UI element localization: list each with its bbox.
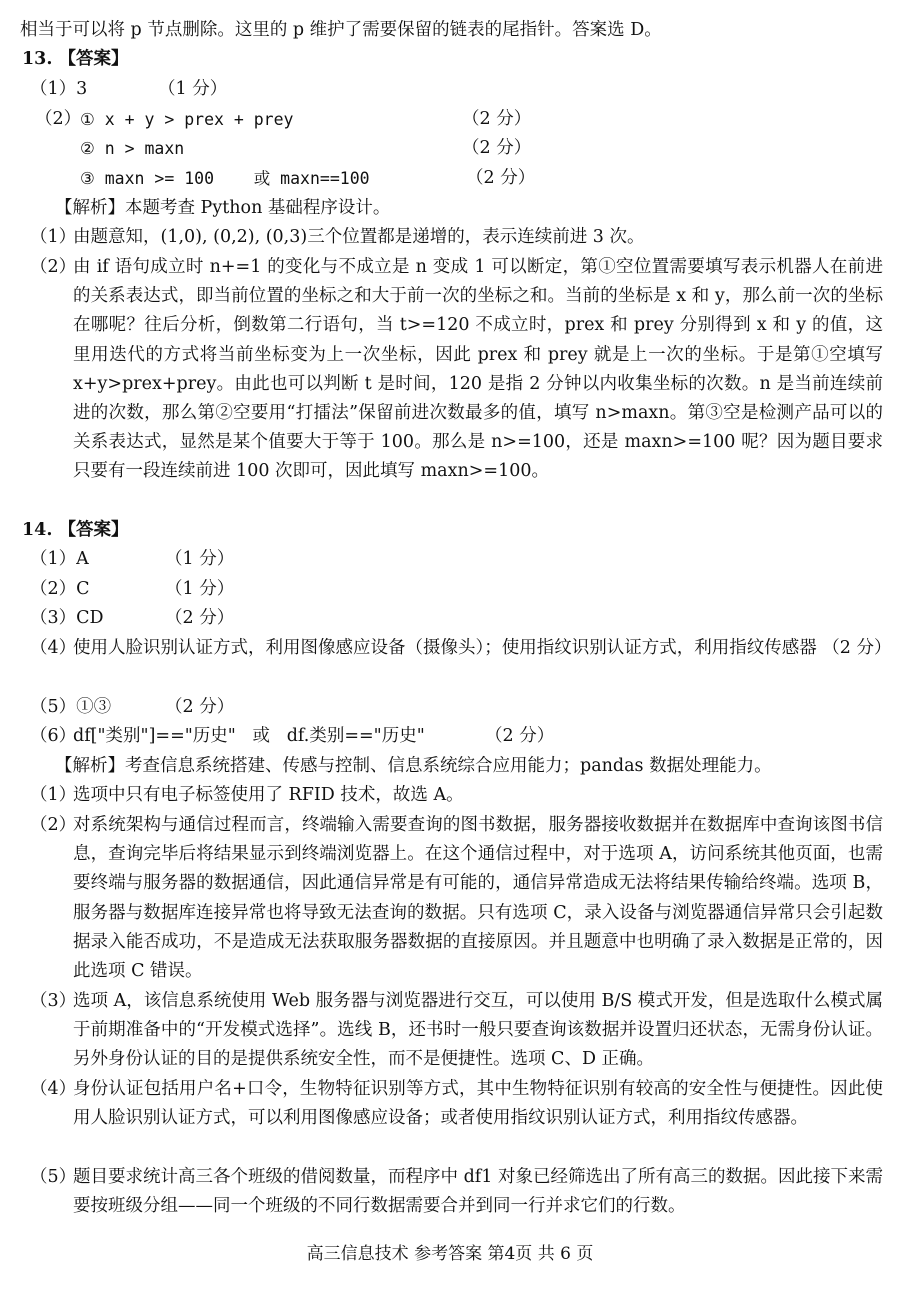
q14-answer-2-score: （1 分） <box>165 579 235 599</box>
q14-analysis-4: 身份认证包括用户名+口令，生物特征识别等方式，其中生物特征识别有较高的安全性与便捷性。因此使用人脸识别认证方式，可以利用图像感应设备；或者使用指纹识别认证方式，利用指纹传感器。 <box>73 1079 883 1129</box>
q14-answer-5-text: （5）①③ <box>30 697 112 717</box>
q14-analysis-5-num: （5） <box>30 1167 77 1187</box>
q13-answer-3-score: （2 分） <box>462 138 532 158</box>
q14-answer-6-item: df["类别"]=="历史" 或 df.类别=="历史" <box>73 726 425 746</box>
q14-answer-6-num: （6） <box>30 726 77 746</box>
q14-analysis-2: 对系统架构与通信过程而言，终端输入需要查询的图书数据，服务器接收数据并在数据库中查询该图书信息，查询完毕后将结果显示到终端浏览器上。在这个通信过程中，对于选项 A，访问系统其他页面，也需要终端与服务器的数据通信，因此通信异常是有可能的，通信异常造成无法将结果传输给终端。选项 B，服务器与数据库连接异常也将导致无法查询的数据。只有选项 C，录入设备与浏览器通信异常只会引起数据录入能否成功，不是造成无法获取服务器数据的直接原因。并且题意中也明确了录入数据是正常的，因此选项 C 错误。 <box>73 815 883 982</box>
q14-answer-2-text: （2）C <box>30 579 90 599</box>
q14-analysis-2-num: （2） <box>30 815 77 835</box>
q14-analysis-1: 选项中只有电子标签使用了 RFID 技术，故选 A。 <box>73 785 464 805</box>
q13-analysis-2: 由 if 语句成立时 n+=1 的变化与不成立是 n 变成 1 可以断定，第①空位置需要填写表示机器人在前进的关系表达式，即当前位置的坐标之和大于前一次的坐标之和。当前的坐标是 x 和 y，那么前一次的坐标在哪呢？往后分析，倒数第二行语句，当 t>=120 不成立时，prex 和 prey 分别得到 x 和 y 的值，这里用迭代的方式将当前坐标变为上一次坐标，因此 prex 和 prey 就是上一次的坐标。于是第①空填写 x+y>prex+prey。由此也可以判断 t 是时间，120 是指 2 分钟以内收集坐标的次数。n 是当前连续前进的次数，那么第②空要用“打擂法”保留前进次数最多的值，填写 n>maxn。第③空是检测产品可以的关系表达式，显然是某个值要大于等于 100。那么是 n>=100，还是 maxn>=100 呢？因为题目要求只要有一段连续前进 100 次即可，因此填写 maxn>=100。 <box>73 257 883 482</box>
q14-answer-5-score: （2 分） <box>165 697 235 717</box>
q13-answer-2-item: ① x + y > prex + prey <box>80 110 294 129</box>
q13-answer-1-score: （1 分） <box>158 79 228 99</box>
q14-analysis-heading-text: 【解析】考查信息系统搭建、传感与控制、信息系统综合应用能力；pandas 数据处理能力。 <box>55 756 772 776</box>
q13-analysis-1: 由题意知，(1,0), (0,2), (0,3)三个位置都是递增的，表示连续前进 3 次。 <box>73 227 645 247</box>
q13-analysis-2-num: （2） <box>30 257 77 277</box>
q13-answer-3-item: ② n > maxn <box>80 139 185 158</box>
q14-analysis-3-num: （3） <box>30 991 77 1011</box>
q13-heading-text: 13. 【答案】 <box>22 49 129 69</box>
q14-analysis-3: 选项 A，该信息系统使用 Web 服务器与浏览器进行交互，可以使用 B/S 模式开发，但是选取什么模式属于前期准备中的“开发模式选择”。选线 B，还书时一般只要查询该数据并设置归还状态，无需身份认证。另外身份认证的目的是提供系统安全性，而不是便捷性。选项 C、D 正确。 <box>73 991 883 1070</box>
q13-answer-4-item: ③ maxn >= 100 或 maxn==100 <box>80 169 370 188</box>
q14-heading-text: 14. 【答案】 <box>22 520 129 540</box>
q14-answer-1-text: （1）A <box>30 549 89 569</box>
q14-answer-4: 使用人脸识别认证方式，利用图像感应设备（摄像头）；使用指纹识别认证方式，利用指纹传感器 （2 分） <box>73 638 892 658</box>
continued-text: 相当于可以将 p 节点删除。这里的 p 维护了需要保留的链表的尾指针。答案选 D。 <box>20 20 662 40</box>
q13-analysis-heading-text: 【解析】本题考查 Python 基础程序设计。 <box>55 198 391 218</box>
q13-answer-1-text: （1）3 <box>30 79 88 99</box>
q14-answer-1-score: （1 分） <box>165 549 235 569</box>
q14-answer-4-num: （4） <box>30 638 77 658</box>
q13-answer-2-num: （2） <box>35 109 82 129</box>
q14-analysis-4-num: （4） <box>30 1079 77 1099</box>
q14-analysis-1-num: （1） <box>30 785 77 805</box>
q14-analysis-5: 题目要求统计高三各个班级的借阅数量，而程序中 df1 对象已经筛选出了所有高三的数据。因此接下来需要按班级分组——同一个班级的不同行数据需要合并到同一行并求它们的行数。 <box>73 1167 883 1217</box>
q14-answer-6-score: （2 分） <box>485 726 555 746</box>
q13-answer-4-score: （2 分） <box>466 168 536 188</box>
q14-answer-3-text: （3）CD <box>30 608 104 628</box>
q14-answer-3-score: （2 分） <box>165 608 235 628</box>
q13-answer-2-score: （2 分） <box>462 109 532 129</box>
page-footer: 高三信息技术 参考答案 第4页 共 6 页 <box>306 1244 594 1264</box>
q13-analysis-1-num: （1） <box>30 227 77 247</box>
